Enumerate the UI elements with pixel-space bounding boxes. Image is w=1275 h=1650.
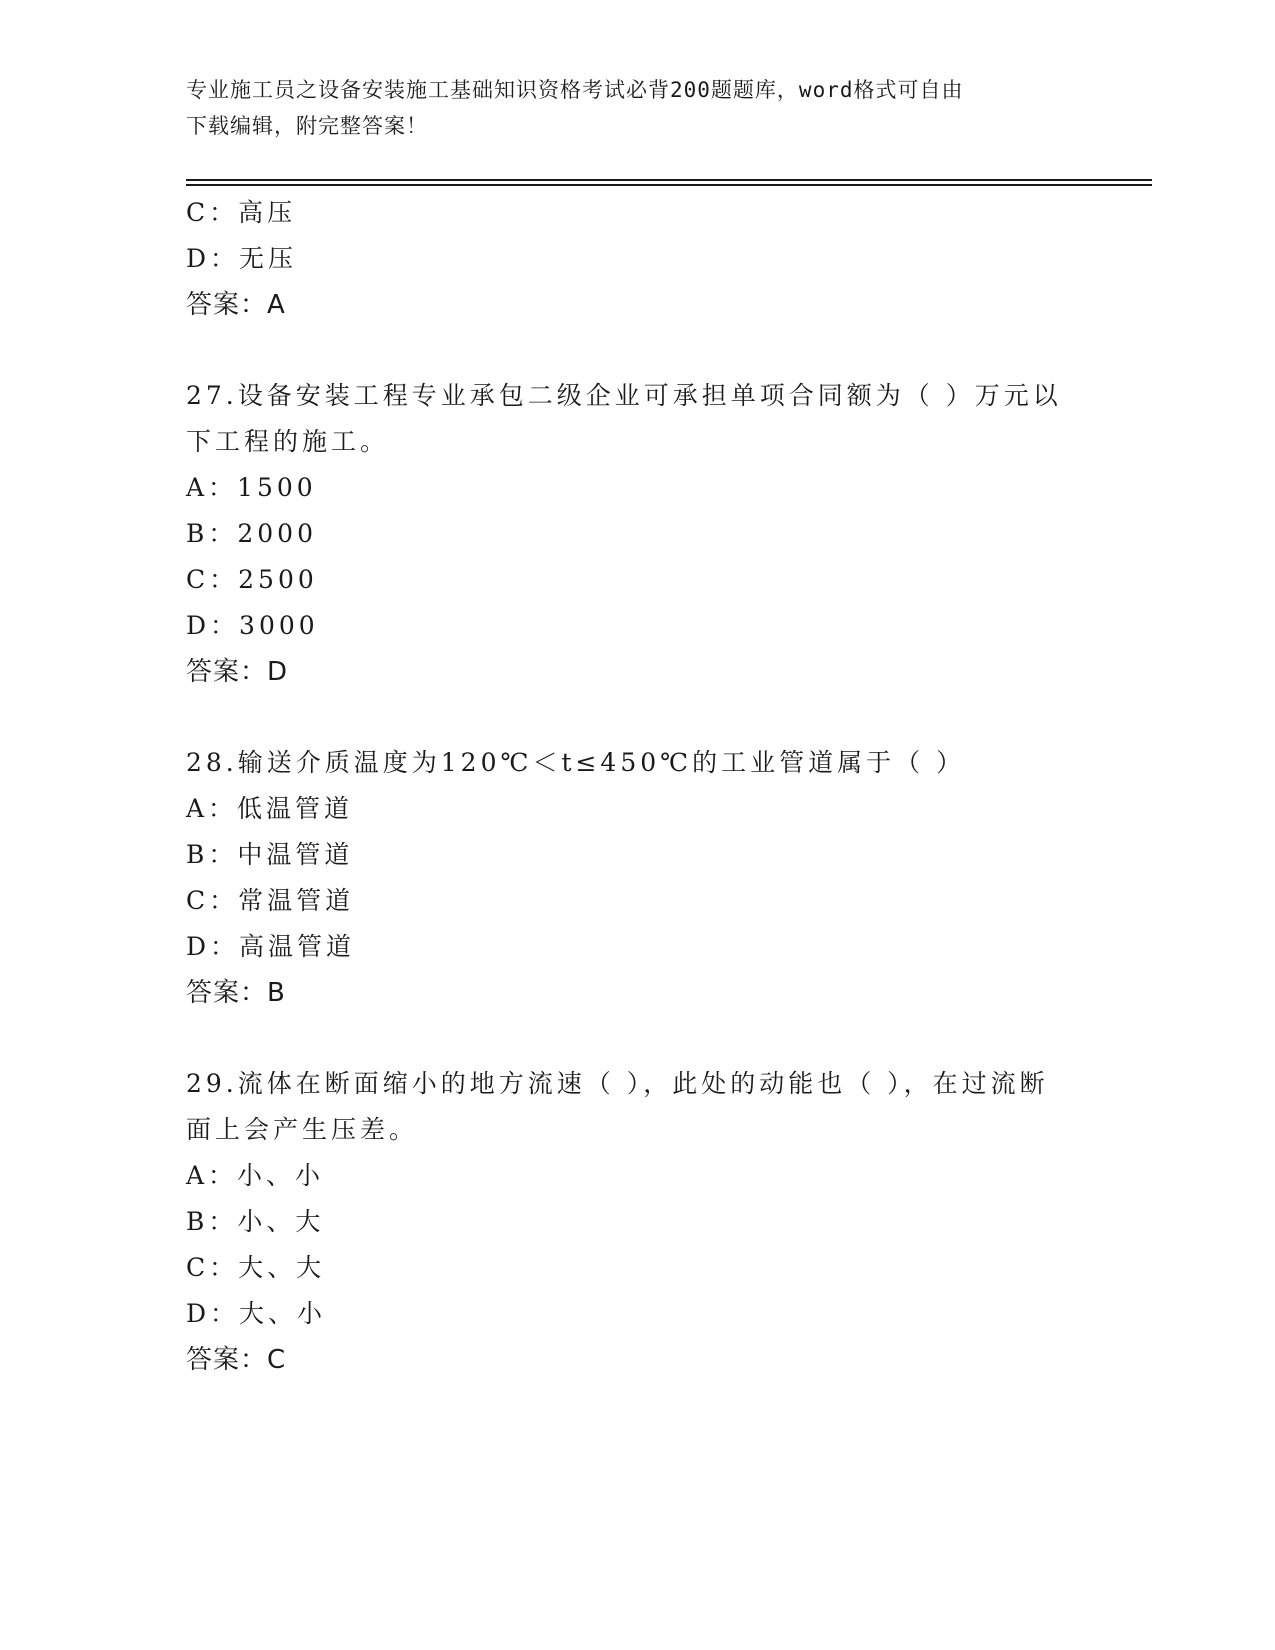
spacer <box>186 1016 1086 1061</box>
answer-label: 答案：C <box>186 1345 287 1375</box>
answer-label: 答案：A <box>186 290 286 320</box>
header-line-2: 下载编辑，附完整答案！ <box>186 114 428 138</box>
header-line-1: 专业施工员之设备安装施工基础知识资格考试必背200题题库，word格式可自由 <box>186 78 964 102</box>
option-d: D：无压 <box>186 244 298 273</box>
question-28 <box>186 740 1086 1016</box>
option-a: A：1500 <box>186 473 317 502</box>
option-a: A：小、小 <box>186 1161 325 1190</box>
question-text-line-1: 28.输送介质温度为120℃＜t≤450℃的工业管道属于（ ） <box>186 748 966 777</box>
option-b: B：中温管道 <box>186 840 354 869</box>
answer-label: 答案：D <box>186 657 289 687</box>
option-c: C：大、大 <box>186 1253 326 1282</box>
answer-label: 答案：B <box>186 978 286 1008</box>
option-c: C：高压 <box>186 198 297 227</box>
option-c: C：2500 <box>186 565 318 594</box>
header-rule-top <box>186 179 1152 181</box>
question-27 <box>186 373 1086 695</box>
question-26-tail <box>186 190 1086 328</box>
question-text-line-2: 面上会产生压差。 <box>186 1115 419 1144</box>
option-d: D：大、小 <box>186 1299 327 1328</box>
spacer <box>186 328 1086 373</box>
document-header <box>186 72 1086 144</box>
option-b: B：2000 <box>186 519 317 548</box>
header-rule-bottom <box>186 184 1152 186</box>
option-d: D：3000 <box>186 611 319 640</box>
question-list <box>186 190 1086 1383</box>
option-c: C：常温管道 <box>186 886 355 915</box>
question-text-line-2: 下工程的施工。 <box>186 427 390 456</box>
question-text-line-1: 27.设备安装工程专业承包二级企业可承担单项合同额为（ ）万元以 <box>186 381 1062 410</box>
option-b: B：小、大 <box>186 1207 325 1236</box>
option-d: D：高温管道 <box>186 932 356 961</box>
spacer <box>186 695 1086 740</box>
question-text-line-1: 29.流体在断面缩小的地方流速（ ），此处的动能也（ ），在过流断 <box>186 1069 1049 1098</box>
option-a: A：低温管道 <box>186 794 354 823</box>
question-29 <box>186 1061 1086 1383</box>
